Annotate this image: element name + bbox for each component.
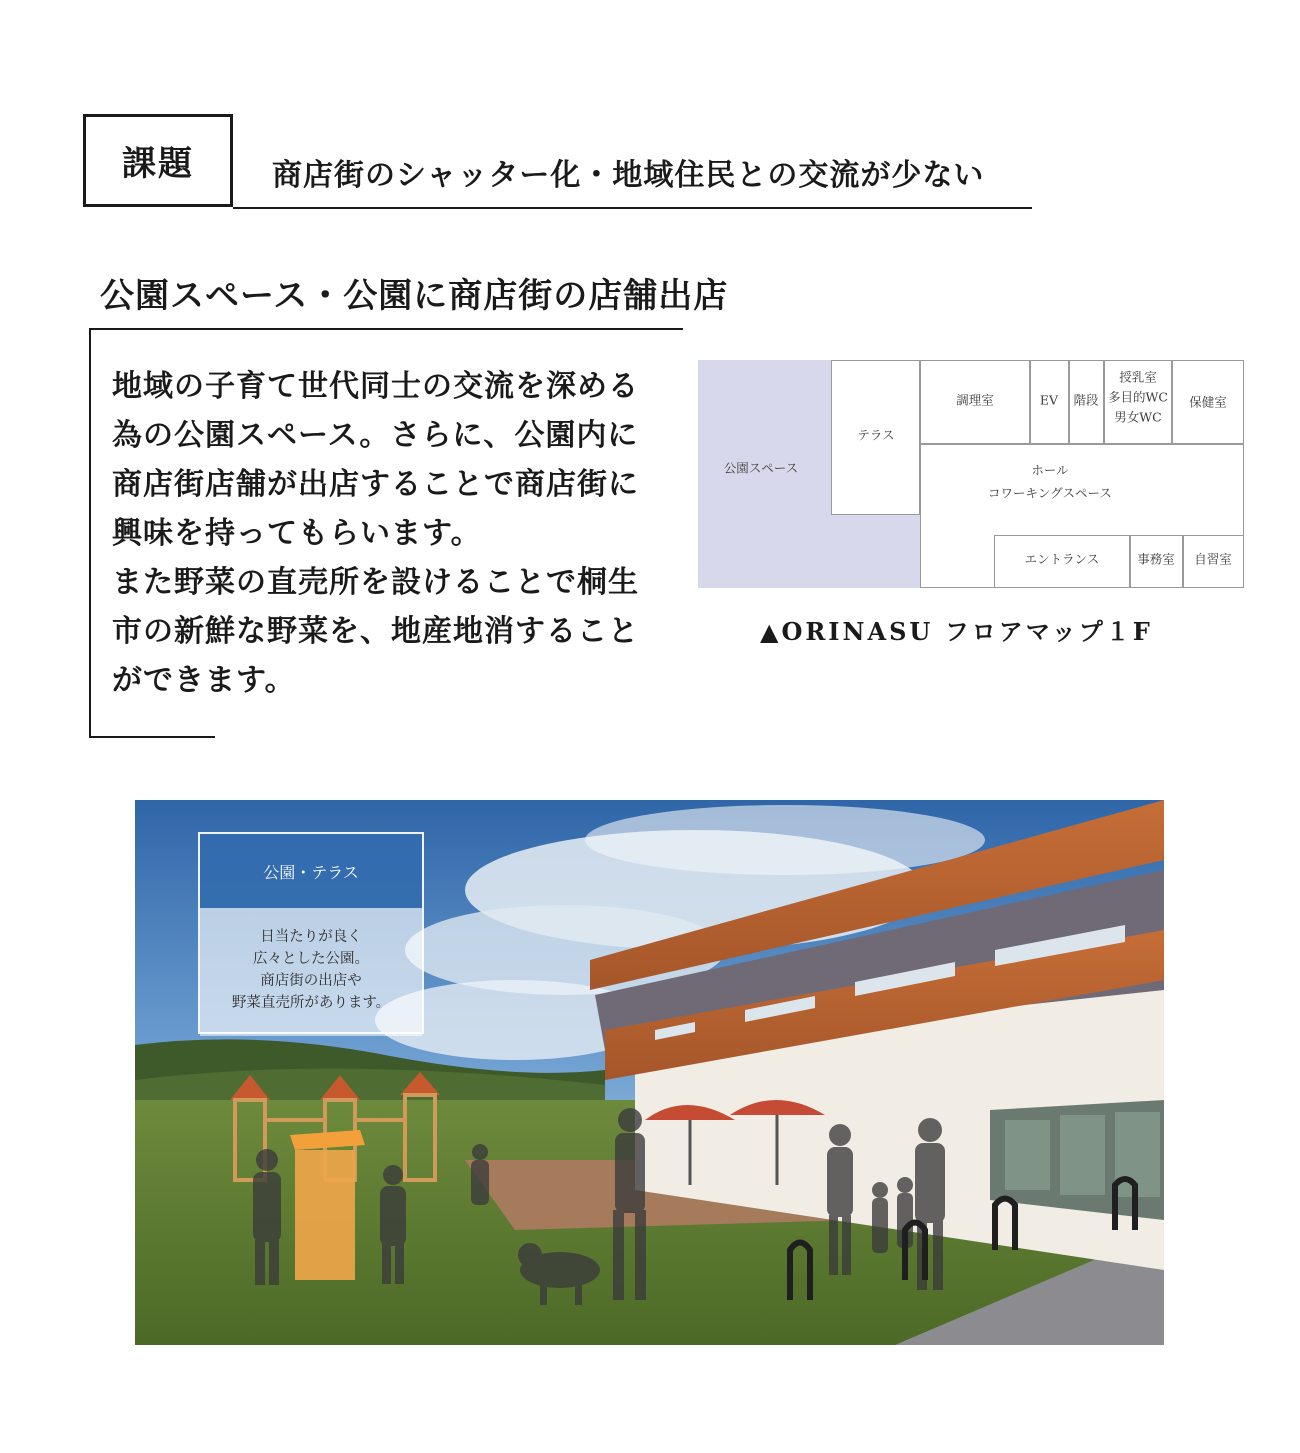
info-line: 広々とした公園。 (253, 951, 369, 967)
info-panel-body (200, 908, 422, 1036)
text-frame-top (89, 328, 683, 330)
info-line: 日当たりが良く (260, 929, 362, 945)
paragraph-line: 興味を持ってもらいます。 (112, 516, 482, 551)
study-label: 自習室 (1194, 551, 1232, 567)
hall-label: ホール (1031, 462, 1069, 478)
floor-map-caption: ▲ORINASU フロアマップ１F (760, 617, 1153, 646)
park-terrace-rendering (135, 800, 1164, 1345)
paragraph-line: ができます。 (112, 663, 296, 698)
stairs-label: 階段 (1073, 392, 1099, 408)
text-frame-left (89, 328, 91, 738)
info-line: 野菜直売所があります。 (231, 995, 391, 1011)
issue-label: 課題 (122, 144, 194, 184)
info-panel (198, 832, 424, 1034)
proposal-title: 公園スペース・公園に商店街の店舗出店 (100, 276, 729, 316)
health-label: 保健室 (1189, 394, 1227, 410)
issue-text: 商店街のシャッター化・地域住民との交流が少ない (272, 158, 985, 193)
wc-label: 男女WC (1114, 409, 1162, 425)
floor-map (698, 360, 1244, 588)
proposal-paragraph (112, 362, 672, 705)
ev-label: EV (1039, 392, 1059, 408)
issue-underline (233, 207, 1032, 209)
park-area-extension (831, 515, 920, 588)
multi-wc-label: 多目的WC (1108, 389, 1168, 405)
text-frame-bottom (89, 736, 215, 738)
paragraph-line: 市の新鮮な野菜を、地産地消すること (112, 614, 639, 649)
entrance-label: エントランス (1024, 551, 1100, 567)
kitchen-label: 調理室 (956, 392, 994, 408)
paragraph-line: 商店街店舗が出店することで商店街に (112, 467, 639, 502)
coworking-label: コワーキングスペース (988, 485, 1112, 501)
paragraph-line: 為の公園スペース。さらに、公園内に (112, 418, 639, 453)
paragraph-line: 地域の子育て世代同士の交流を深める (112, 369, 639, 404)
paragraph-line: また野菜の直売所を設けることで桐生 (112, 565, 639, 600)
issue-label-box (83, 114, 233, 207)
info-line: 商店街の出店や (260, 973, 362, 989)
park-label: 公園スペース (723, 460, 799, 476)
terrace-label: テラス (857, 427, 895, 443)
office-label: 事務室 (1137, 551, 1175, 567)
info-panel-title: 公園・テラス (200, 834, 422, 908)
nursing-label: 授乳室 (1119, 369, 1157, 385)
